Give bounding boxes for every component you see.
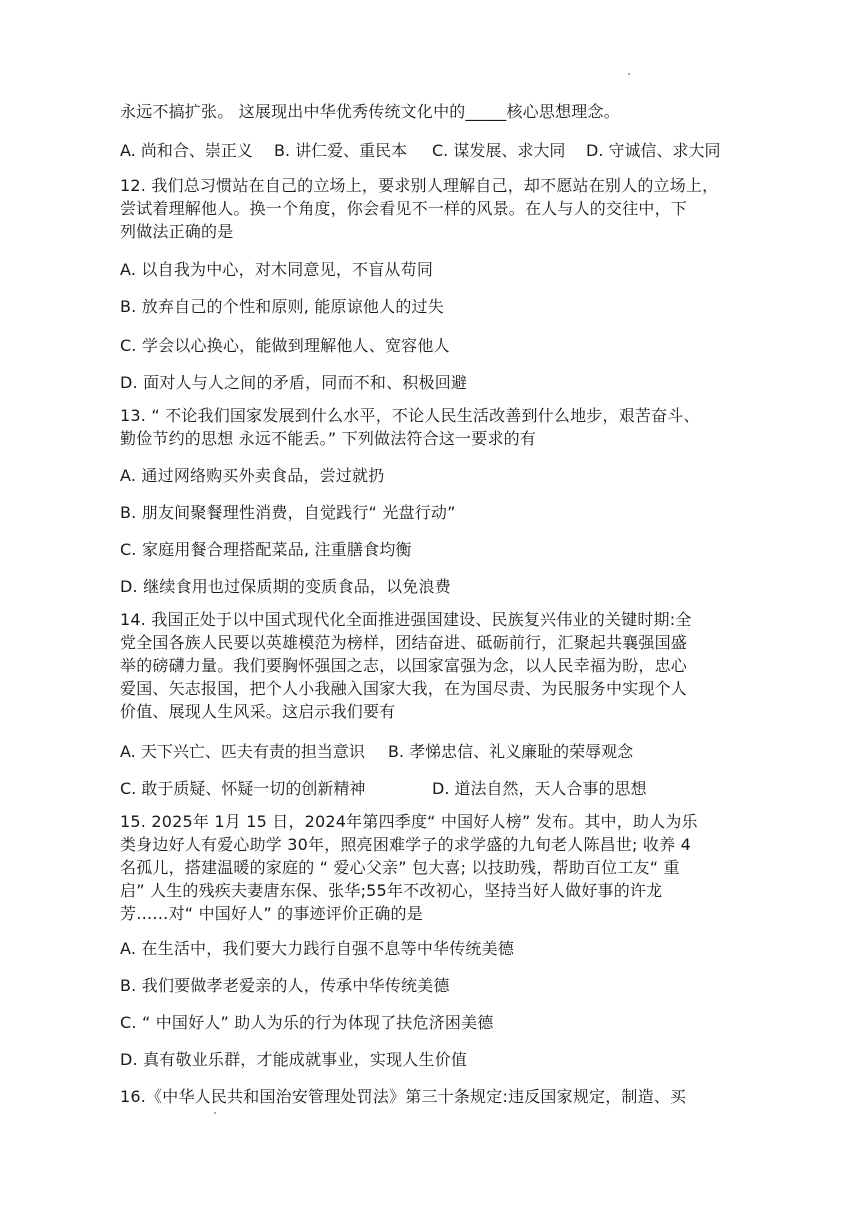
intro-line: 永远不搞扩张。 这展现出中华优秀传统文化中的_____核心思想理念。: [120, 102, 620, 121]
q14-option-a: A. 天下兴亡、匹夫有责的担当意识: [120, 742, 365, 761]
q13-option-a: A. 通过网络购买外卖食品，尝过就扔: [120, 466, 385, 485]
q13-line-1: 13. “ 不论我们国家发展到什么水平，不论人民生活改善到什么地步，艰苦奋斗、: [120, 406, 700, 425]
q15-line-5: 芳……对“ 中国好人” 的事迹评价正确的是: [120, 904, 423, 923]
q12-option-d: D. 面对人与人之间的矛盾，同而不和、积极回避: [120, 373, 468, 392]
q15-option-b: B. 我们要做孝老爱亲的人，传承中华传统美德: [120, 976, 450, 995]
q12-line-2: 尝试着理解他人。换一个角度，你会看见不一样的风景。在人与人的交往中，下: [120, 199, 688, 218]
q16-line-1: 16.《中华人民共和国治安管理处罚法》第三十条规定:违反国家规定，制造、买: [120, 1087, 687, 1106]
q15-line-2: 类身边好人有爱心助学 30年，照亮困难学子的求学盛的九旬老人陈昌世; 收养 4: [120, 835, 691, 854]
intro-option-d: D. 守诚信、求大同: [586, 141, 721, 160]
q13-option-b: B. 朋友间聚餐理性消费，自觉践行“ 光盘行动”: [120, 503, 456, 522]
q14-line-4: 爱国、矢志报国，把个人小我融入国家大我，在为国尽责、为民服务中实现个人: [120, 679, 688, 698]
q13-option-c: C. 家庭用餐合理搭配菜品, 注重膳食均衡: [120, 540, 412, 559]
q12-line-1: 12. 我们总习惯站在自己的立场上，要求别人理解自己，却不愿站在别人的立场上，: [120, 176, 719, 195]
intro-option-a: A. 尚和合、崇正义: [120, 141, 253, 160]
q15-line-3: 名孤儿，搭建温暖的家庭的 “ 爱心父亲” 包大喜; 以技助残，帮助百位工友“ 重: [120, 858, 680, 877]
intro-option-b: B. 讲仁爱、重民本: [274, 141, 408, 160]
q12-line-3: 列做法正确的是: [120, 222, 234, 241]
q14-line-2: 党全国各族人民要以英雄模范为榜样，团结奋进、砥砺前行，汇聚起共襄强国盛: [120, 633, 688, 652]
q15-line-4: 启” 人生的残疾夫妻唐东保、张华;55年不改初心，坚持当好人做好事的许龙: [120, 881, 663, 900]
q13-line-2: 勤俭节约的思想 永远不能丢。” 下列做法符合这一要求的有: [120, 429, 537, 448]
q14-option-c: C. 敢于质疑、怀疑一切的创新精神: [120, 779, 366, 798]
q15-option-a: A. 在生活中，我们要大力践行自强不息等中华传统美德: [120, 939, 515, 958]
q14-line-5: 价值、展现人生风采。这启示我们要有: [120, 702, 396, 721]
q15-option-c: C. “ 中国好人” 助人为乐的行为体现了扶危济困美德: [120, 1013, 494, 1032]
q15-option-d: D. 真有敬业乐群，才能成就事业，实现人生价值: [120, 1050, 468, 1069]
q13-option-d: D. 继续食用也过保质期的变质食品，以免浪费: [120, 577, 451, 596]
q15-line-1: 15. 2025年 1月 15 日，2024年第四季度“ 中国好人榜” 发布。其中，助人为乐: [120, 812, 698, 831]
scan-speck: [628, 73, 630, 75]
q14-line-1: 14. 我国正处于以中国式现代化全面推进强国建设、民族复兴伟业的关键时期:全: [120, 610, 692, 629]
q14-option-d: D. 道法自然，天人合事的思想: [432, 779, 647, 798]
q14-line-3: 举的磅礴力量。我们要胸怀强国之志，以国家富强为念，以人民幸福为盼，忠心: [120, 656, 688, 675]
q14-option-b: B. 孝悌忠信、礼义廉耻的荣辱观念: [388, 742, 634, 761]
q12-option-b: B. 放弃自己的个性和原则, 能原谅他人的过失: [120, 297, 444, 316]
scan-speck: [214, 1112, 216, 1114]
q12-option-a: A. 以自我为中心，对木同意见，不盲从苟同: [120, 260, 434, 279]
intro-option-c: C. 谋发展、求大同: [432, 141, 566, 160]
q12-option-c: C. 学会以心换心，能做到理解他人、宽容他人: [120, 336, 450, 355]
